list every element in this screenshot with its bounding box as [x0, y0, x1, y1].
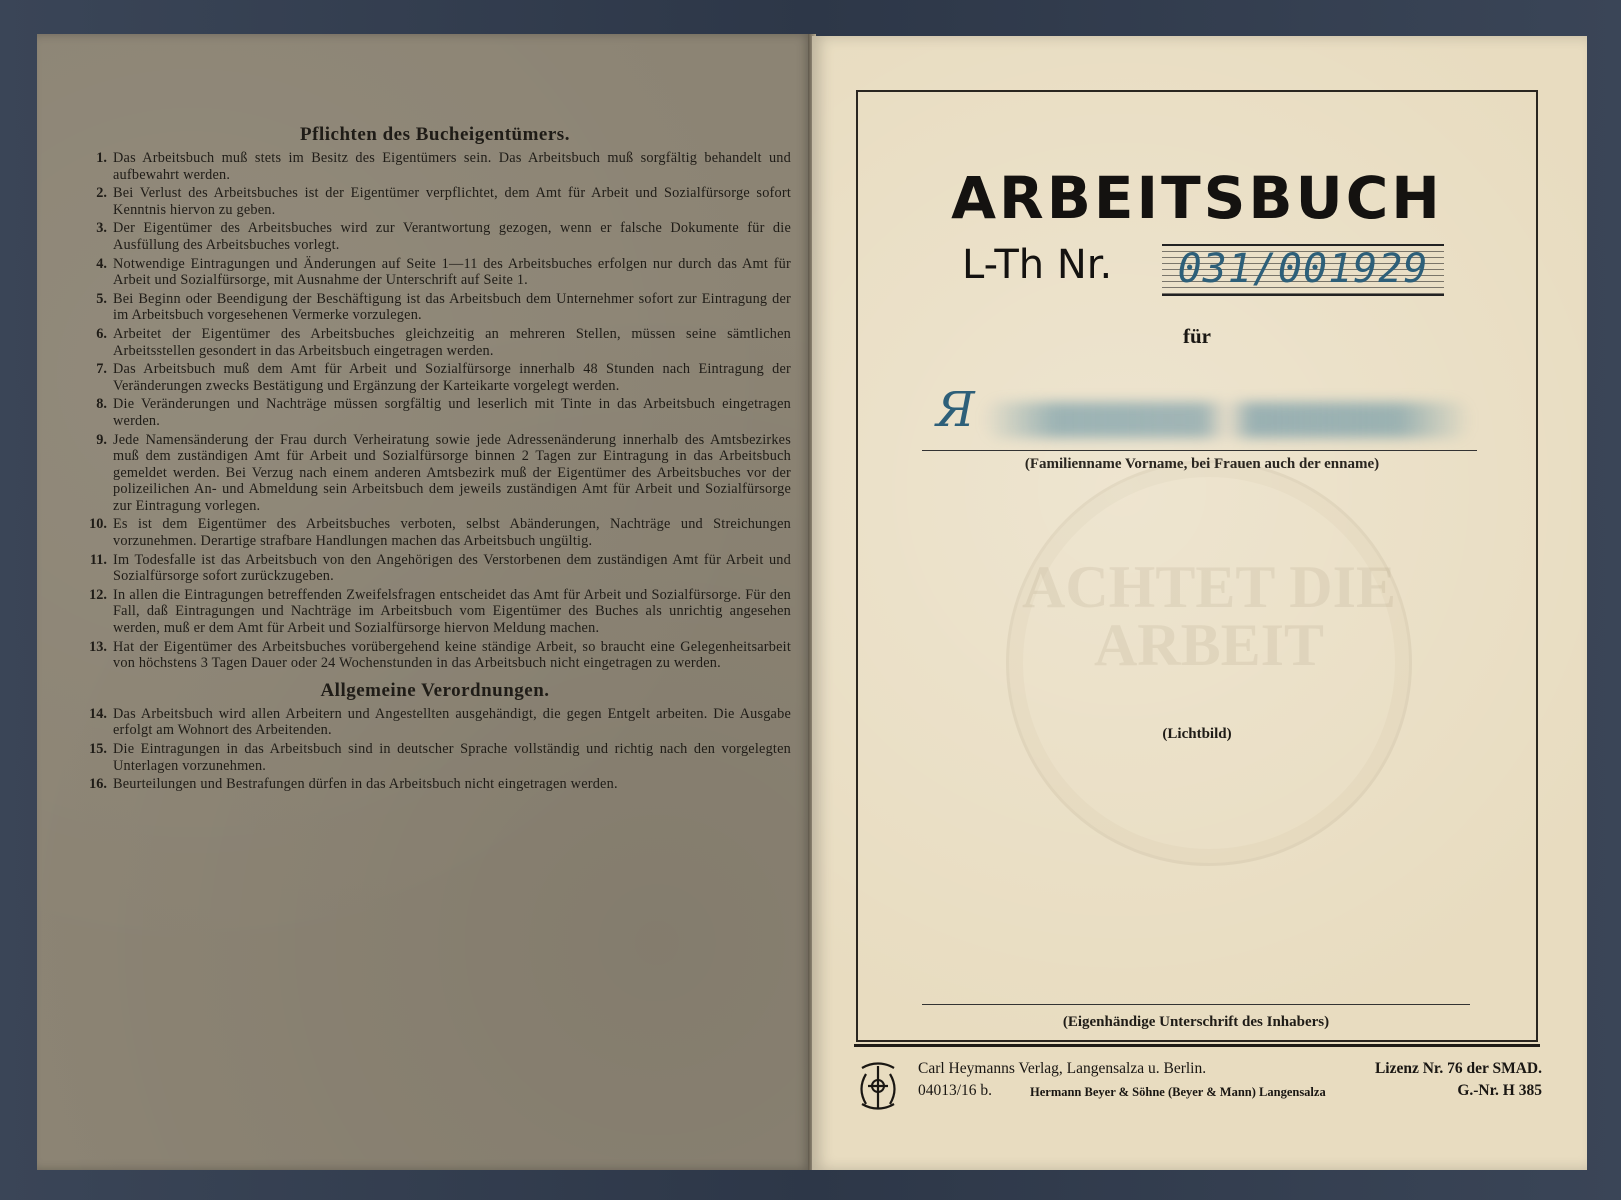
- rule-text: Das Arbeitsbuch muß stets im Besitz des Eigentümers sein. Das Arbeitsbuch muß sorgfältig behandelt und aufbewahrt werden.: [113, 150, 791, 183]
- photo-caption: (Lichtbild): [1162, 726, 1232, 742]
- rule-item: [79, 706, 791, 739]
- rules-column: [79, 124, 791, 795]
- rule-number: 16.: [89, 776, 107, 793]
- rule-text: Im Todesfalle ist das Arbeitsbuch von den Angehörigen des Verstorbenen dem zuständigen Amt für Arbeit und Sozialfürsorge sofort zurückzugeben.: [113, 551, 791, 585]
- rule-item: [79, 361, 791, 394]
- rule-number: 15.: [89, 741, 107, 757]
- rule-number: 11.: [89, 551, 107, 568]
- rule-number: 13.: [89, 638, 107, 655]
- left-page: [37, 34, 812, 1170]
- duties-heading: Pflichten des Bucheigentümers.: [300, 124, 570, 145]
- rule-item: [79, 432, 791, 515]
- signature-caption: (Eigenhändige Unterschrift des Inhabers): [1062, 1014, 1330, 1030]
- footer-rule: [854, 1044, 1540, 1047]
- rule-number: 7.: [96, 361, 107, 378]
- rule-number: 6.: [96, 325, 107, 342]
- rule-text: Das Arbeitsbuch muß dem Amt für Arbeit und Sozialfürsorge innerhalb 48 Stunden nach Eintragung der Veränderungen zwecks Bestätigung und Ergänzung der Karteikarte vorgelegt werden.: [113, 361, 791, 394]
- rule-number: 12.: [89, 586, 107, 603]
- publisher-monogram-icon: [852, 1060, 904, 1112]
- number-value: 031/001929: [1162, 244, 1444, 296]
- redacted-name-blur: [982, 402, 1472, 438]
- rule-item: [79, 552, 791, 585]
- rule-text: Beurteilungen und Bestrafungen dürfen in das Arbeitsbuch nicht eingetragen werden.: [113, 776, 618, 793]
- rule-number: 4.: [96, 255, 107, 272]
- rule-text: Der Eigentümer des Arbeitsbuches wird zur Verantwortung gezogen, wenn er falsche Dokumente für die Ausfüllung des Arbeitsbuches vorlegt.: [113, 220, 791, 253]
- rule-number: 14.: [89, 705, 107, 722]
- rule-text: Die Eintragungen in das Arbeitsbuch sind in deutscher Sprache vollständig und richtig nach den vorgelegten Unterlagen vorzunehmen.: [113, 741, 791, 774]
- rule-item: [79, 291, 791, 324]
- license-text: Lizenz Nr. 76 der SMAD.: [1374, 1060, 1542, 1077]
- name-initial-glyph: Я: [936, 382, 975, 438]
- rule-text: Jede Namensänderung der Frau durch Verheiratung sowie jede Adressenänderung innerhalb des Amtsbezirkes muß dem zuständigen Amt für Arbeit und Sozialfürsorge binnen 2 Tagen zur Eintragung in das Arbeitsbuch gemeldet werden. Bei Verzug nach einem anderen Amtsbezirk muß der Eigentümer des Arbeitsbuches vor der polizeilichen An- und Abmeldung sein Arbeitsbuch dem jeweils zuständigen Amt für Arbeit und Sozialfürsorge zur Eintragung vorlegen.: [113, 431, 791, 514]
- imprint-footer: [852, 1052, 1542, 1112]
- rule-item: [79, 220, 791, 253]
- rule-text: In allen die Eintragungen betreffenden Zweifelsfragen entscheidet das Amt für Arbeit und Sozialfürsorge. Für den Fall, daß Eintragungen und Nachträge im Arbeitsbuch vom Eigentümer des Buches als unrichtig angesehen werden, muß er dem Amt für Arbeit und Sozialfürsorge hiervon Meldung machen.: [113, 586, 791, 637]
- rule-number: 3.: [96, 220, 107, 237]
- name-caption: (Familienname Vorname, bei Frauen auch der enname): [1024, 456, 1380, 472]
- rule-number: 9.: [96, 431, 107, 448]
- rule-item: [79, 741, 791, 774]
- rule-text: Bei Beginn oder Beendigung der Beschäftigung ist das Arbeitsbuch dem Unternehmer sofort zur Eintragung der im Arbeitsbuch vorgesehenen Vermerke vorzulegen.: [113, 290, 791, 324]
- rule-text: Notwendige Eintragungen und Änderungen auf Seite 1—11 des Arbeitsbuches erfolgen nur durch das Amt für Arbeit und Sozialfürsorge, mit Ausnahme der Unterschrift auf Seite 1.: [113, 255, 791, 289]
- rule-text: Bei Verlust des Arbeitsbuches ist der Eigentümer verpflichtet, dem Amt für Arbeit und Sozialfürsorge sofort Kenntnis hiervon zu geben.: [113, 185, 791, 218]
- rule-text: Das Arbeitsbuch wird allen Arbeitern und Angestellten ausgehändigt, die gegen Entgelt arbeiten. Die Ausgabe erfolgt am Wohnort des Arbeitenden.: [113, 705, 791, 739]
- rule-text: Hat der Eigentümer des Arbeitsbuches vorübergehend keine ständige Arbeit, so braucht eine Gelegenheitsarbeit von höchstens 3 Tagen Dauer oder 24 Wochenstunden in das Arbeitsbuch nicht eingetragen zu werden.: [113, 638, 791, 672]
- watermark-seal-text: ACHTET DIE ARBEIT: [1021, 554, 1396, 678]
- rule-number: 10.: [89, 516, 107, 533]
- name-line: [922, 450, 1477, 451]
- general-heading: Allgemeine Verordnungen.: [320, 679, 550, 701]
- right-page: [812, 36, 1587, 1170]
- general-list: [79, 706, 791, 793]
- cover-frame: [856, 90, 1538, 1042]
- rule-number: 8.: [96, 396, 107, 413]
- for-label: für: [1183, 324, 1211, 348]
- print-code: 04013/16 b.: [918, 1082, 993, 1099]
- g-number-text: G.-Nr. H 385: [1457, 1082, 1542, 1099]
- printer-text: Hermann Beyer & Söhne (Beyer & Mann) Langensalza: [1030, 1085, 1326, 1099]
- rule-number: 2.: [96, 185, 107, 202]
- rule-item: [79, 396, 791, 429]
- rule-item: [79, 150, 791, 183]
- rule-item: [79, 776, 791, 793]
- rule-item: [79, 639, 791, 672]
- document-title: ARBEITSBUCH: [951, 164, 1443, 232]
- rule-text: Es ist dem Eigentümer des Arbeitsbuches verboten, selbst Abänderungen, Nachträge und Streichungen vorzunehmen. Derartige strafbare Handlungen machen das Arbeitsbuch ungültig.: [113, 516, 791, 550]
- rule-text: Arbeitet der Eigentümer des Arbeitsbuches gleichzeitig an mehreren Stellen, müssen seine sämtlichen Arbeitsstellen gesondert in das Arbeitsbuch eingetragen werden.: [113, 325, 791, 359]
- rule-item: [79, 326, 791, 359]
- rule-item: [79, 587, 791, 637]
- rule-number: 5.: [96, 290, 107, 307]
- rule-text: Die Veränderungen und Nachträge müssen sorgfältig und leserlich mit Tinte in das Arbeitsbuch eingetragen werden.: [113, 396, 791, 429]
- watermark-seal: [1006, 460, 1412, 866]
- rule-item: [79, 516, 791, 549]
- rule-item: [79, 256, 791, 289]
- number-label: L-Th Nr.: [962, 242, 1113, 288]
- publisher-text: Carl Heymanns Verlag, Langensalza u. Berlin.: [918, 1060, 1207, 1077]
- rule-item: [79, 185, 791, 218]
- handwritten-name: [922, 382, 1482, 452]
- rule-number: 1.: [96, 150, 107, 166]
- duties-list: [79, 150, 791, 672]
- signature-line: [922, 1004, 1470, 1005]
